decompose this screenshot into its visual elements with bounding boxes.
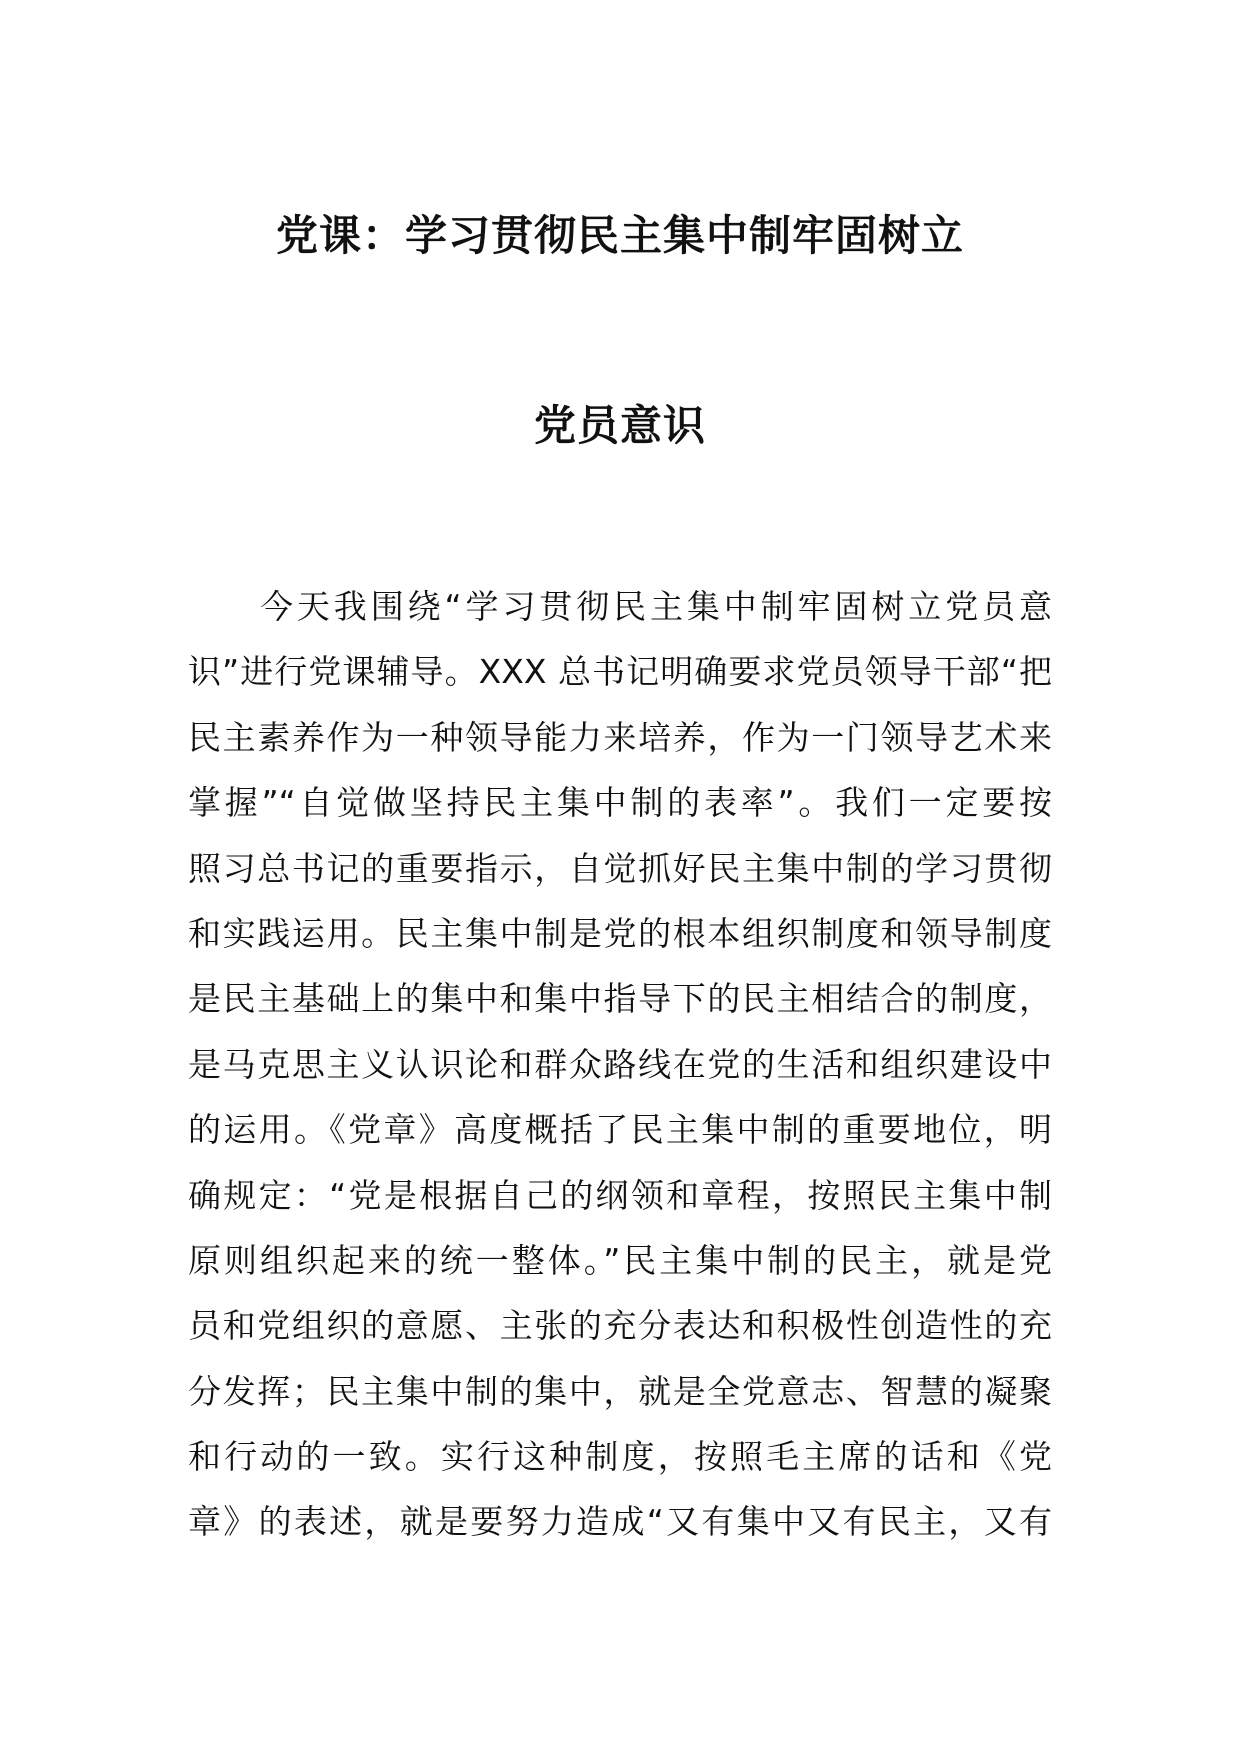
body-line: 的运用。《党章》高度概括了民主集中制的重要地位，明 [188, 1110, 1052, 1150]
body-line: 识”进行党课辅导。XXX 总书记明确要求党员领导干部“把 [188, 652, 1052, 692]
body-line: 和实践运用。民主集中制是党的根本组织制度和领导制度 [188, 913, 1052, 953]
document-body [188, 574, 1052, 1555]
body-line: 分发挥；民主集中制的集中，就是全党意志、智慧的凝聚 [188, 1371, 1052, 1411]
body-line: 员和党组织的意愿、主张的充分表达和积极性创造性的充 [188, 1306, 1052, 1346]
body-line: 章》的表述，就是要努力造成“又有集中又有民主，又有 [188, 1502, 1052, 1542]
body-line: 是民主基础上的集中和集中指导下的民主相结合的制度， [188, 979, 1052, 1019]
body-line: 掌握”“自觉做坚持民主集中制的表率”。我们一定要按 [188, 783, 1052, 823]
body-line: 民主素养作为一种领导能力来培养，作为一门领导艺术来 [188, 717, 1052, 757]
body-line: 照习总书记的重要指示，自觉抓好民主集中制的学习贯彻 [188, 848, 1052, 888]
body-line: 原则组织起来的统一整体。”民主集中制的民主，就是党 [188, 1240, 1052, 1280]
body-line: 确规定：“党是根据自己的纲领和章程，按照民主集中制 [188, 1175, 1052, 1215]
body-line: 和行动的一致。实行这种制度，按照毛主席的话和《党 [188, 1437, 1052, 1477]
body-line: 今天我围绕“学习贯彻民主集中制牢固树立党员意 [260, 587, 1052, 626]
document-title-line-1: 党课：学习贯彻民主集中制牢固树立 [275, 211, 964, 260]
document-title-line-2: 党员意识 [533, 401, 706, 450]
body-line: 是马克思主义认识论和群众路线在党的生活和组织建设中 [188, 1044, 1052, 1084]
